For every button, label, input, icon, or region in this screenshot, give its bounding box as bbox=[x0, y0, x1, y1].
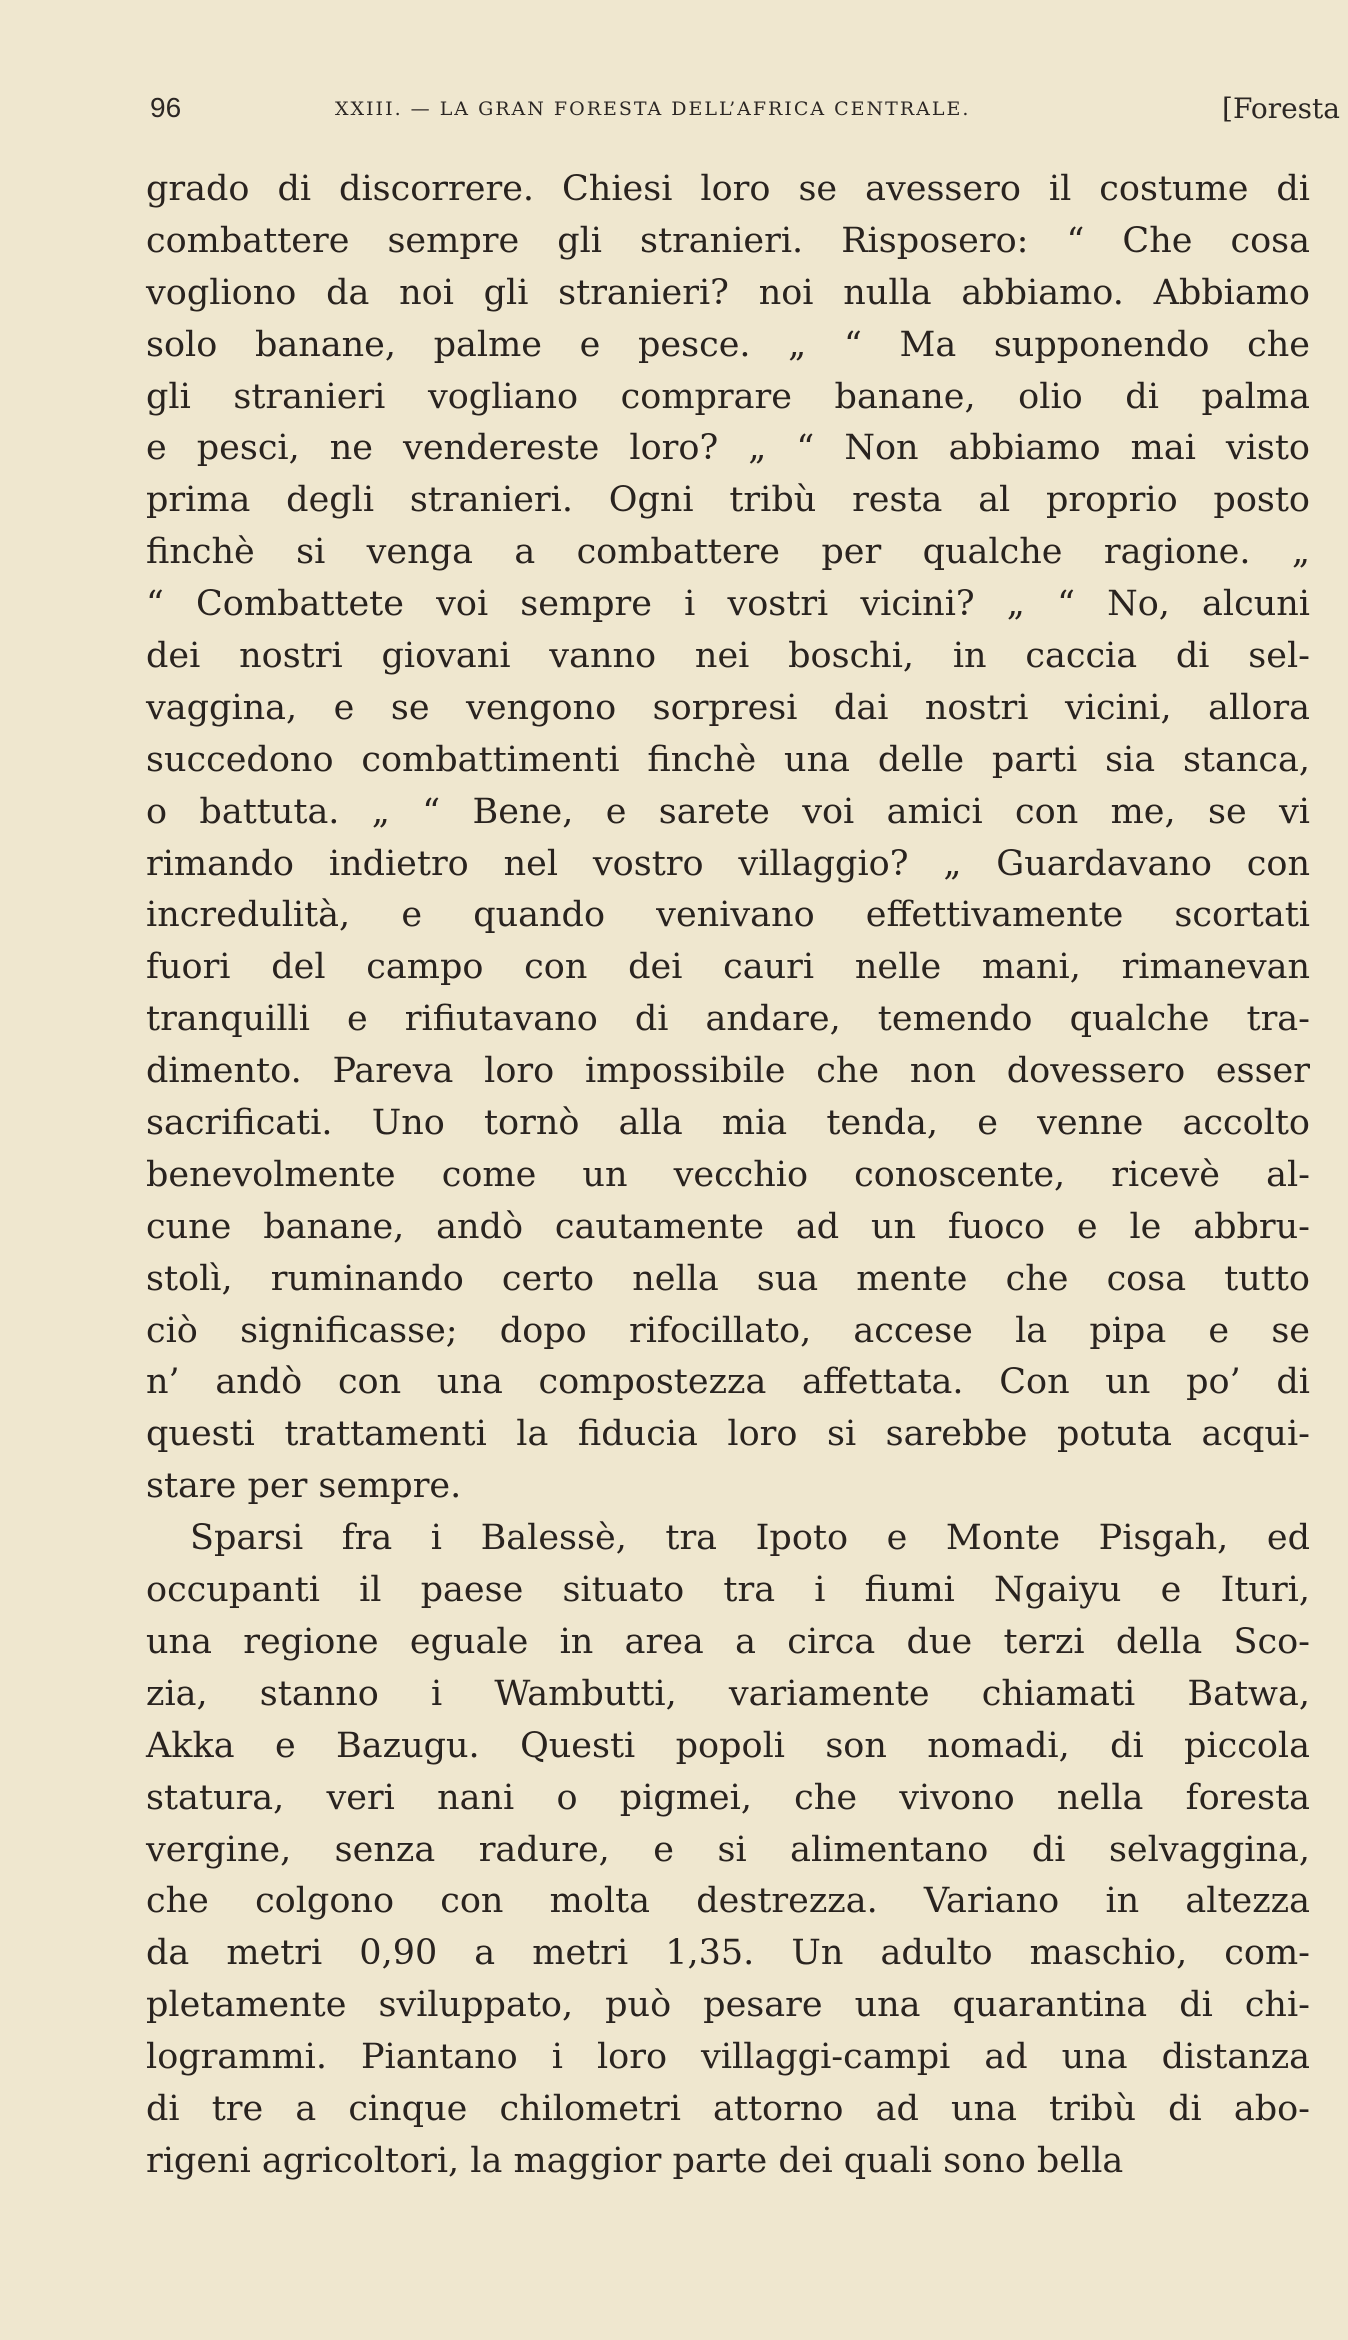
text-line: grado di discorrere. Chiesi loro se avessero il costume di bbox=[146, 169, 1310, 209]
text-line: tranquilli e rifiutavano di andare, temendo qualche tra- bbox=[146, 999, 1310, 1040]
page-number: 96 bbox=[150, 92, 182, 123]
text-line: stolì, ruminando certo nella sua mente che cosa tutto bbox=[146, 1258, 1310, 1299]
text-line: una regione eguale in area a circa due terzi della Sco- bbox=[146, 1621, 1310, 1662]
text-line: di tre a cinque chilometri attorno ad una tribù di abo- bbox=[146, 2088, 1310, 2129]
text-line: vergine, senza radure, e si alimentano di selvaggina, bbox=[146, 1829, 1310, 1870]
text-line: combattere sempre gli stranieri. Risposero: “ Che cosa bbox=[146, 220, 1310, 261]
text-line: logrammi. Piantano i loro villaggi-campi ad una distanza bbox=[146, 2037, 1310, 2078]
text-line: vaggina, e se vengono sorpresi dai nostri vicini, allora bbox=[146, 687, 1310, 728]
text-line: incredulità, e quando venivano effettivamente scortati bbox=[146, 895, 1310, 936]
text-line: da metri 0,90 a metri 1,35. Un adulto maschio, com- bbox=[146, 1933, 1310, 1974]
text-line: sacrificati. Uno tornò alla mia tenda, e venne accolto bbox=[146, 1103, 1310, 1144]
text-line: ciò significasse; dopo rifocillato, accese la pipa e se bbox=[146, 1310, 1310, 1351]
text-line: n’ andò con una compostezza affettata. Con un po’ di bbox=[146, 1362, 1310, 1403]
text-line: prima degli stranieri. Ogni tribù resta al proprio posto bbox=[146, 480, 1310, 521]
text-line: succedono combattimenti finchè una delle parti sia stanca, bbox=[146, 739, 1310, 780]
text-line: che colgono con molta destrezza. Variano in altezza bbox=[146, 1881, 1310, 1922]
text-line: benevolmente come un vecchio conoscente, ricevè al- bbox=[146, 1154, 1310, 1195]
text-line: statura, veri nani o pigmei, che vivono nella foresta bbox=[146, 1777, 1310, 1818]
text-line: Akka e Bazugu. Questi popoli son nomadi, di piccola bbox=[146, 1725, 1310, 1766]
text-line: dimento. Pareva loro impossibile che non dovessero esser bbox=[146, 1051, 1310, 1092]
text-line: Sparsi fra i Balessè, tra Ipoto e Monte Pisgah, ed bbox=[190, 1518, 1310, 1559]
text-line: stare per sempre. bbox=[146, 1466, 462, 1507]
text-line: solo banane, palme e pesce. „ “ Ma supponendo che bbox=[146, 324, 1310, 365]
text-line: gli stranieri vogliano comprare banane, olio di palma bbox=[146, 376, 1310, 417]
text-line: cune banane, andò cautamente ad un fuoco e le abbru- bbox=[146, 1206, 1310, 1247]
text-line: vogliono da noi gli stranieri? noi nulla abbiamo. Abbiamo bbox=[146, 272, 1310, 313]
text-line: rimando indietro nel vostro villaggio? „ Guardavano con bbox=[146, 843, 1310, 884]
text-line: rigeni agricoltori, la maggior parte dei quali sono bella bbox=[146, 2140, 1124, 2181]
text-line: pletamente sviluppato, può pesare una quarantina di chi- bbox=[146, 1985, 1310, 2026]
text-line: dei nostri giovani vanno nei boschi, in caccia di sel- bbox=[146, 636, 1310, 677]
text-line: e pesci, ne vendereste loro? „ “ Non abbiamo mai visto bbox=[146, 428, 1310, 469]
body-text bbox=[146, 164, 1310, 2188]
section-marker: [Foresta bbox=[1222, 92, 1340, 125]
text-line: occupanti il paese situato tra i fiumi Ngaiyu e Ituri, bbox=[146, 1570, 1310, 1611]
text-line: finchè si venga a combattere per qualche ragione. „ bbox=[146, 532, 1310, 573]
running-header bbox=[150, 92, 1340, 132]
text-line: fuori del campo con dei cauri nelle mani, rimanevan bbox=[146, 947, 1310, 988]
chapter-title: XXIII. — LA GRAN FORESTA DELL’AFRICA CENTRALE. bbox=[335, 98, 971, 120]
text-line: zia, stanno i Wambutti, variamente chiamati Batwa, bbox=[146, 1673, 1310, 1714]
text-line: o battuta. „ “ Bene, e sarete voi amici con me, se vi bbox=[146, 791, 1310, 832]
text-line: questi trattamenti la fiducia loro si sarebbe potuta acqui- bbox=[146, 1414, 1310, 1455]
text-line: “ Combattete voi sempre i vostri vicini? „ “ No, alcuni bbox=[146, 584, 1310, 625]
